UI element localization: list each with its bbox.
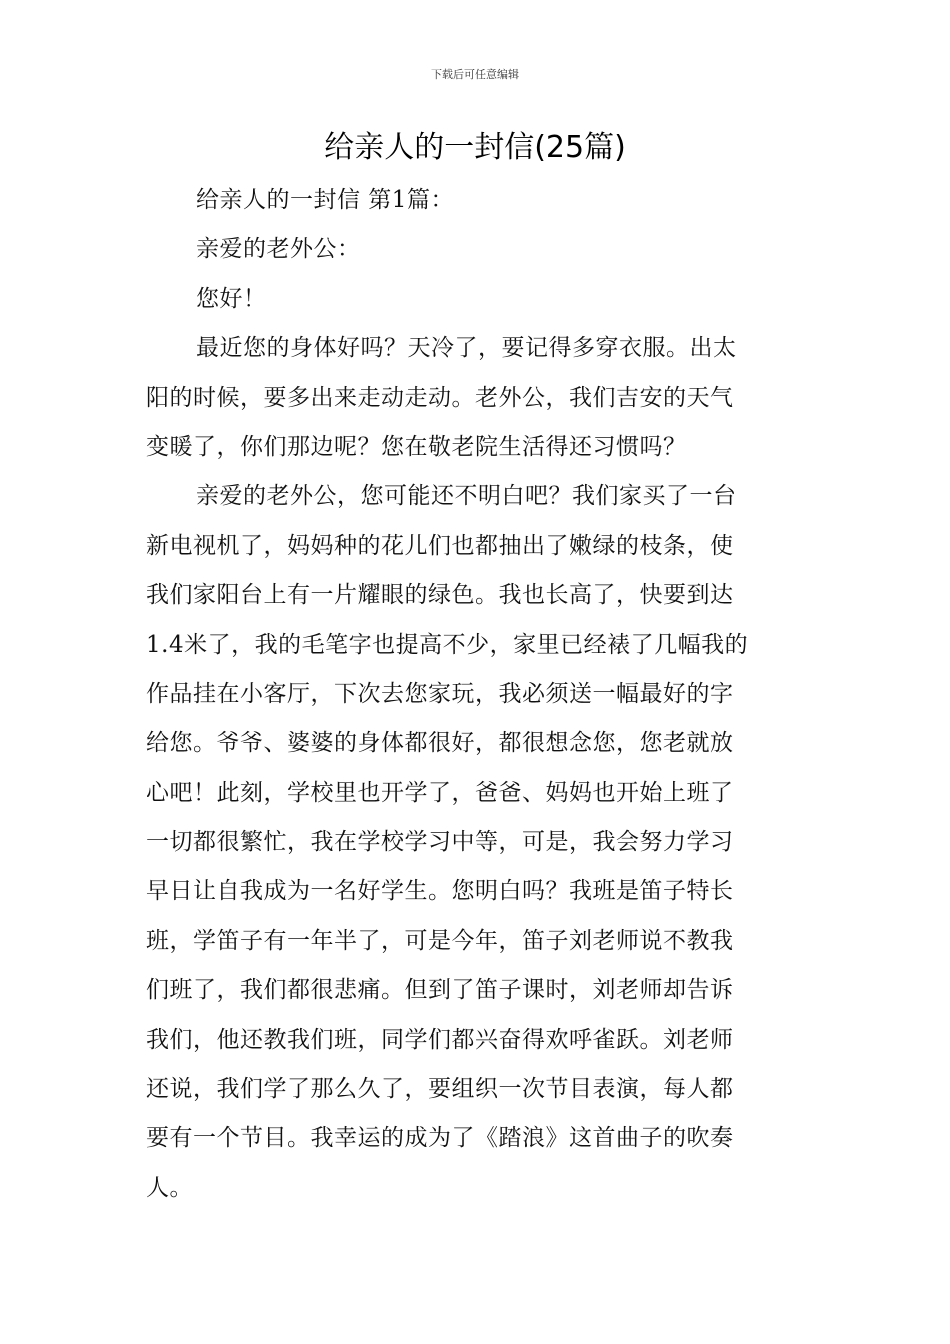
paragraph-line: 人。: [146, 1174, 193, 1201]
document-title: 给亲人的一封信(25篇): [324, 130, 626, 165]
section-heading: 给亲人的一封信 第1篇：: [196, 187, 454, 213]
paragraph-line: 我们，他还教我们班，同学们都兴奋得欢呼雀跃。刘老师: [146, 1026, 734, 1053]
paragraph-line: 阳的时候，要多出来走动走动。老外公，我们吉安的天气: [146, 384, 734, 411]
document-body: [146, 182, 806, 1219]
paragraph-line: 心吧！此刻，学校里也开学了，爸爸、妈妈也开始上班了: [146, 779, 734, 806]
paragraph-line: 1.4米了，我的毛笔字也提高不少，家里已经裱了几幅我的: [146, 631, 749, 658]
paragraph-line: 早日让自我成为一名好学生。您明白吗？我班是笛子特长: [146, 878, 734, 905]
paragraph-2: [146, 478, 806, 1219]
paragraph-line: 给您。爷爷、婆婆的身体都很好，都很想念您，您老就放: [146, 730, 734, 757]
paragraph-line: 作品挂在小客厅，下次去您家玩，我必须送一幅最好的字: [146, 680, 734, 707]
paragraph-line: 亲爱的老外公，您可能还不明白吧？我们家买了一台: [196, 483, 737, 510]
salutation: 亲爱的老外公：: [196, 236, 361, 263]
paragraph-line: 一切都很繁忙，我在学校学习中等，可是，我会努力学习: [146, 829, 734, 856]
paragraph-line: 还说，我们学了那么久了，要组织一次节目表演，每人都: [146, 1076, 734, 1103]
paragraph-line: 班，学笛子有一年半了，可是今年，笛子刘老师说不教我: [146, 927, 734, 954]
paragraph-line: 我们家阳台上有一片耀眼的绿色。我也长高了，快要到达: [146, 582, 734, 609]
paragraph-line: 要有一个节目。我幸运的成为了《踏浪》这首曲子的吹奏: [146, 1125, 734, 1152]
header-note: 下载后可任意编辑: [431, 68, 519, 81]
greeting: 您好！: [196, 285, 267, 312]
paragraph-line: 新电视机了，妈妈种的花儿们也都抽出了嫩绿的枝条，使: [146, 532, 734, 559]
paragraph-1: [146, 330, 806, 478]
paragraph-line: 们班了，我们都很悲痛。但到了笛子课时，刘老师却告诉: [146, 977, 734, 1004]
paragraph-line: 最近您的身体好吗？天冷了，要记得多穿衣服。出太: [196, 335, 737, 362]
paragraph-line: 变暖了，你们那边呢？您在敬老院生活得还习惯吗？: [146, 433, 687, 460]
